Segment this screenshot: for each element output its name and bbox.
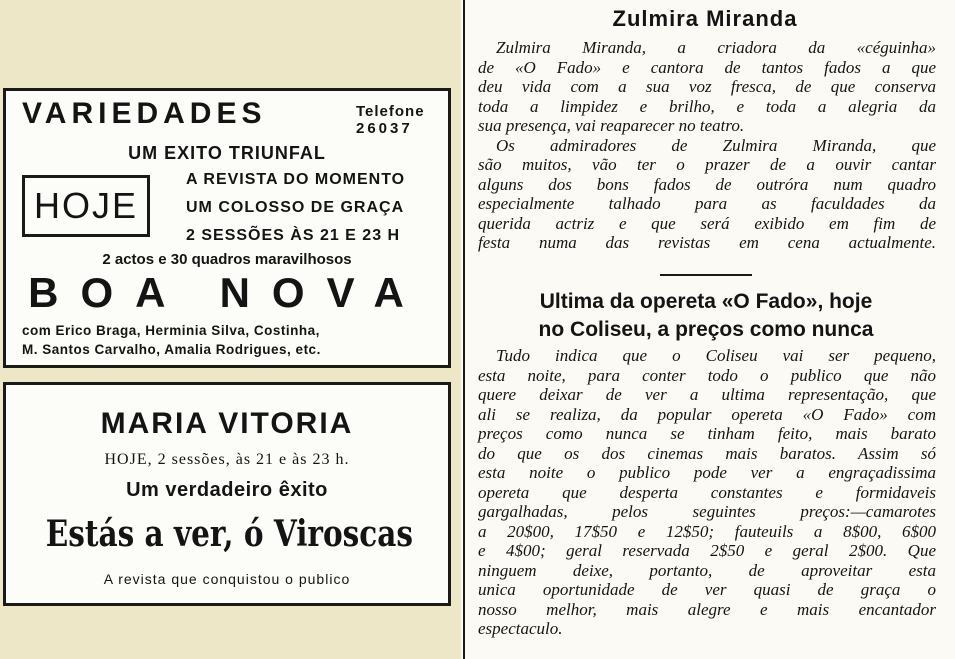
today-box: HOJE: [22, 175, 150, 237]
coliseu-line: gargalhadas, pelos seguintes preços:—camarotes: [478, 502, 936, 521]
maria-vitoria-tagline: A revista que conquistou o publico: [103, 571, 351, 587]
coliseu-line: ali se realiza, da popular opereta «O Fado» com: [478, 404, 936, 424]
zulmira-line: toda a limpidez e brilho, e toda a alegria da: [478, 96, 936, 116]
zulmira-line: Os admiradores de Zulmira Miranda, que: [496, 135, 936, 155]
maria-vitoria-theatre-name: MARIA VITORIA: [100, 407, 354, 440]
variedades-cast-line-2: M. Santos Carvalho, Amalia Rodrigues, etc.: [22, 342, 321, 357]
variedades-cast-line-1: com Erico Braga, Herminia Silva, Costinha,: [22, 323, 320, 338]
coliseu-line: esta noite, para conter todo o publico que não: [478, 365, 936, 385]
variedades-theatre-name: VARIEDADES: [22, 97, 267, 130]
article-separator: [660, 274, 752, 276]
zulmira-line: de «O Fado» e cantora de tantos fados a que: [478, 57, 936, 77]
coliseu-line: esta noite o publico pode ver a engraçadissima: [478, 463, 936, 482]
coliseu-line: nosso melhor, mais alegre e mais encantador: [478, 599, 936, 619]
coliseu-line: unica oportunidade de ver quasi de graça o: [478, 580, 936, 599]
zulmira-line: sua presença, vai reaparecer no teatro.: [478, 116, 745, 135]
variedades-advertisement: [3, 88, 451, 368]
phone-label: Telefone: [356, 103, 425, 120]
variedades-headline: UM EXITO TRIUNFAL: [128, 143, 326, 163]
coliseu-line: a 20$00, 17$50 e 12$50; fauteuils a 8$00, 6$00: [478, 521, 936, 541]
column-divider: [463, 0, 465, 659]
zulmira-line: Zulmira Miranda, a criadora da «céguinha»: [496, 38, 936, 57]
zulmira-headline: Zulmira Miranda: [612, 6, 798, 31]
zulmira-line: festa numa das revistas em cena actualmente.: [478, 233, 936, 252]
variedades-line-3: 2 SESSÕES ÀS 21 E 23 H: [186, 227, 401, 244]
coliseu-headline-line-2: no Coliseu, a preços como nunca: [538, 318, 874, 341]
zulmira-article-body: [478, 38, 936, 253]
coliseu-line: espectaculo.: [478, 619, 563, 638]
coliseu-line: e 4$00; geral reservada 2$50 e geral 2$00. Que: [478, 541, 936, 560]
zulmira-line: deu vida com a sua voz fresca, de que conserva: [478, 77, 936, 96]
coliseu-line: preços como nunca se tinham feito, mais barato: [478, 424, 936, 443]
phone-number: 26037: [356, 120, 413, 137]
variedades-acts: 2 actos e 30 quadros maravilhosos: [102, 251, 352, 268]
variedades-line-1: A REVISTA DO MOMENTO: [186, 171, 406, 188]
variedades-show-title: BOA NOVA: [28, 269, 426, 316]
maria-vitoria-advertisement: [3, 382, 451, 606]
coliseu-line: opereta que desperta constantes e formidaveis: [478, 482, 936, 502]
zulmira-line: alguns dos bons fados de outróra num quadro: [478, 174, 936, 194]
maria-vitoria-success: Um verdadeiro êxito: [126, 479, 328, 501]
variedades-line-2: UM COLOSSO DE GRAÇA: [186, 199, 405, 216]
coliseu-headline: [472, 288, 940, 344]
zulmira-line: querida actriz e que será exibido em fim de: [478, 213, 936, 233]
coliseu-line: do que os dos cinemas mais baratos. Assim só: [478, 443, 936, 463]
coliseu-line: Tudo indica que o Coliseu vai ser pequeno,: [496, 346, 936, 365]
coliseu-article-body: [478, 346, 936, 639]
maria-vitoria-sessions: HOJE, 2 sessões, às 21 e às 23 h.: [104, 451, 350, 468]
variedades-phone: [356, 103, 425, 137]
zulmira-line: especialmente talhado para as faculdades da: [478, 194, 936, 213]
coliseu-line: quere deixar de ver a ultima representação, que: [478, 385, 936, 404]
coliseu-headline-line-1: Ultima da opereta «O Fado», hoje: [539, 290, 873, 313]
maria-vitoria-show-title: Estás a ver, ó Viroscas: [45, 513, 414, 555]
coliseu-line: ninguem deixe, portanto, de aproveitar esta: [478, 560, 936, 580]
zulmira-line: são muitos, vão ter o prazer de a ouvir cantar: [478, 155, 936, 174]
